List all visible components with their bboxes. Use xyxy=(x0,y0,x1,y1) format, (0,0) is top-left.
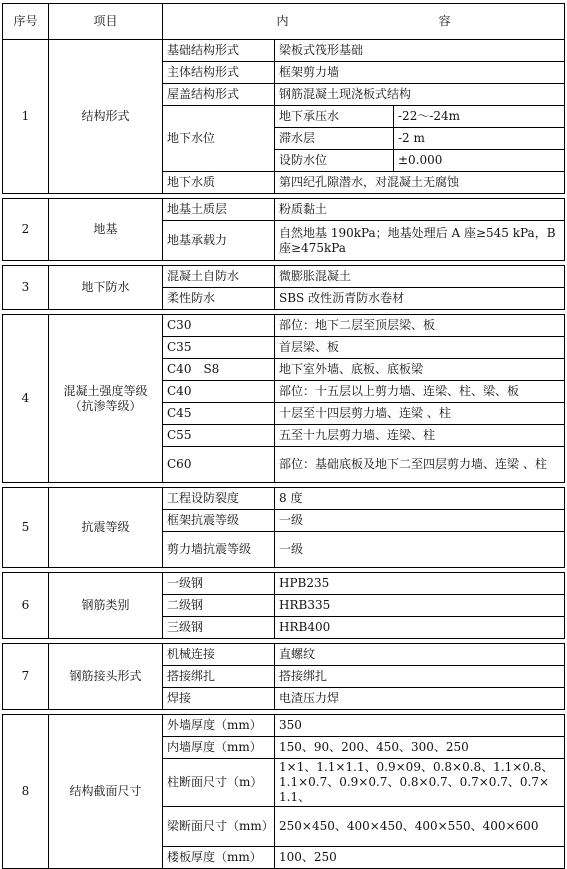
structure-table xyxy=(2,3,565,869)
sub-item-value: HRB400 xyxy=(275,617,565,639)
pair-value: -22～-24m xyxy=(394,106,565,128)
sub-item-label: 地下水质 xyxy=(163,172,275,194)
sub-item-label: C40 S8 xyxy=(163,359,275,381)
sub-item-value: 地下室外墙、底板、底板梁 xyxy=(275,359,565,381)
sub-item-label: 剪力墙抗震等级 xyxy=(163,532,275,568)
table-row xyxy=(3,266,565,288)
sub-item-value: 部位：十五层以上剪力墙、连梁、柱、梁、板 xyxy=(275,381,565,403)
section-number: 6 xyxy=(3,573,49,639)
table-row xyxy=(3,40,565,62)
sub-item-label: 梁断面尺寸（mm） xyxy=(163,807,275,847)
sub-item-value: 100、250 xyxy=(275,847,565,869)
sub-item-label: 屋盖结构形式 xyxy=(163,84,275,106)
sub-item-label: 工程设防裂度 xyxy=(163,488,275,510)
header-item: 项目 xyxy=(49,4,163,40)
section-number: 3 xyxy=(3,266,49,310)
sub-item-label: 基础结构形式 xyxy=(163,40,275,62)
table-row xyxy=(3,715,565,737)
sub-item-value: 350 xyxy=(275,715,565,737)
sub-item-label: 地基土质层 xyxy=(163,199,275,221)
table-row xyxy=(3,573,565,595)
sub-item-value: 首层梁、板 xyxy=(275,337,565,359)
sub-item-value: HPB235 xyxy=(275,573,565,595)
pair-key: 设防水位 xyxy=(275,150,394,172)
sub-item-label: 混凝土自防水 xyxy=(163,266,275,288)
table-row xyxy=(3,644,565,666)
sub-item-label: 二级钢 xyxy=(163,595,275,617)
sub-item-value: 电渣压力焊 xyxy=(275,688,565,710)
section-item: 钢筋类别 xyxy=(49,573,163,639)
sub-item-label: 搭接绑扎 xyxy=(163,666,275,688)
sub-item-label: 柱断面尺寸（m） xyxy=(163,759,275,807)
section-number: 4 xyxy=(3,315,49,483)
sub-item-label: 框架抗震等级 xyxy=(163,510,275,532)
sub-item-value: 粉质黏土 xyxy=(275,199,565,221)
section-item: 抗震等级 xyxy=(49,488,163,568)
sub-item-label: 三级钢 xyxy=(163,617,275,639)
pair-value: ±0.000 xyxy=(394,150,565,172)
header-content-char-1: 内 xyxy=(276,14,289,28)
sub-item-value: SBS 改性沥青防水卷材 xyxy=(275,288,565,310)
sub-item-value: 第四纪孔隙潜水，对混凝土无腐蚀 xyxy=(275,172,565,194)
pair-key: 地下承压水 xyxy=(275,106,394,128)
sub-item-value: 1×1、1.1×1.1、0.9×09、0.8×0.8、1.1×0.8、1.1×0.7、0.9×0.7、0.8×0.7、0.7×0.7、0.7×1.1、 xyxy=(275,759,565,807)
sub-item-label: 机械连接 xyxy=(163,644,275,666)
sub-item-value: 一级 xyxy=(275,510,565,532)
sub-item-label: 一级钢 xyxy=(163,573,275,595)
table-header-row xyxy=(3,4,565,40)
sub-item-value: 框架剪力墙 xyxy=(275,62,565,84)
sub-item-value: 250×450、400×450、400×550、400×600 xyxy=(275,807,565,847)
sub-item-value: 微膨胀混凝土 xyxy=(275,266,565,288)
sub-item-label: C55 xyxy=(163,425,275,447)
sub-item-value: 部位：地下二层至顶层梁、板 xyxy=(275,315,565,337)
section-item: 混凝土强度等级（抗渗等级） xyxy=(49,315,163,483)
section-item: 地下防水 xyxy=(49,266,163,310)
sub-item-label: C45 xyxy=(163,403,275,425)
section-number: 7 xyxy=(3,644,49,710)
header-content-char-2: 容 xyxy=(438,14,451,28)
sub-item-value: 部位：基础底板及地下二至四层剪力墙、连梁 、柱 xyxy=(275,447,565,483)
table-row xyxy=(3,488,565,510)
sub-item-value: 150、90、200、450、300、250 xyxy=(275,737,565,759)
header-content xyxy=(163,4,565,40)
pair-key: 滞水层 xyxy=(275,128,394,150)
section-number: 1 xyxy=(3,40,49,194)
sub-item-label: C35 xyxy=(163,337,275,359)
table-row xyxy=(3,315,565,337)
sub-item-value: HRB335 xyxy=(275,595,565,617)
sub-item-value: 梁板式筏形基础 xyxy=(275,40,565,62)
pair-value: -2 m xyxy=(394,128,565,150)
section-item: 地基 xyxy=(49,199,163,261)
section-item: 结构截面尺寸 xyxy=(49,715,163,869)
sub-item-value: 直螺纹 xyxy=(275,644,565,666)
sub-item-value: 一级 xyxy=(275,532,565,568)
sub-item-label: 地下水位 xyxy=(163,106,275,172)
sub-item-value: 五至十九层剪力墙、连梁、柱 xyxy=(275,425,565,447)
sub-item-value: 8 度 xyxy=(275,488,565,510)
sub-item-label: 柔性防水 xyxy=(163,288,275,310)
section-item: 结构形式 xyxy=(49,40,163,194)
sub-item-value: 钢筋混凝土现浇板式结构 xyxy=(275,84,565,106)
table-row xyxy=(3,199,565,221)
sub-item-value: 自然地基 190kPa；地基处理后 A 座≥545 kPa，B 座≥475kPa xyxy=(275,221,565,261)
sub-item-label: 内墙厚度（mm） xyxy=(163,737,275,759)
sub-item-label: C30 xyxy=(163,315,275,337)
sub-item-label: 焊接 xyxy=(163,688,275,710)
section-number: 8 xyxy=(3,715,49,869)
header-no: 序号 xyxy=(3,4,49,40)
sub-item-label: 地基承载力 xyxy=(163,221,275,261)
sub-item-label: C40 xyxy=(163,381,275,403)
section-number: 5 xyxy=(3,488,49,568)
sub-item-label: 外墙厚度（mm） xyxy=(163,715,275,737)
sub-item-value: 十层至十四层剪力墙、连梁 、柱 xyxy=(275,403,565,425)
sub-item-value: 搭接绑扎 xyxy=(275,666,565,688)
section-item: 钢筋接头形式 xyxy=(49,644,163,710)
sub-item-label: 主体结构形式 xyxy=(163,62,275,84)
section-number: 2 xyxy=(3,199,49,261)
sub-item-label: C60 xyxy=(163,447,275,483)
sub-item-label: 楼板厚度（mm） xyxy=(163,847,275,869)
